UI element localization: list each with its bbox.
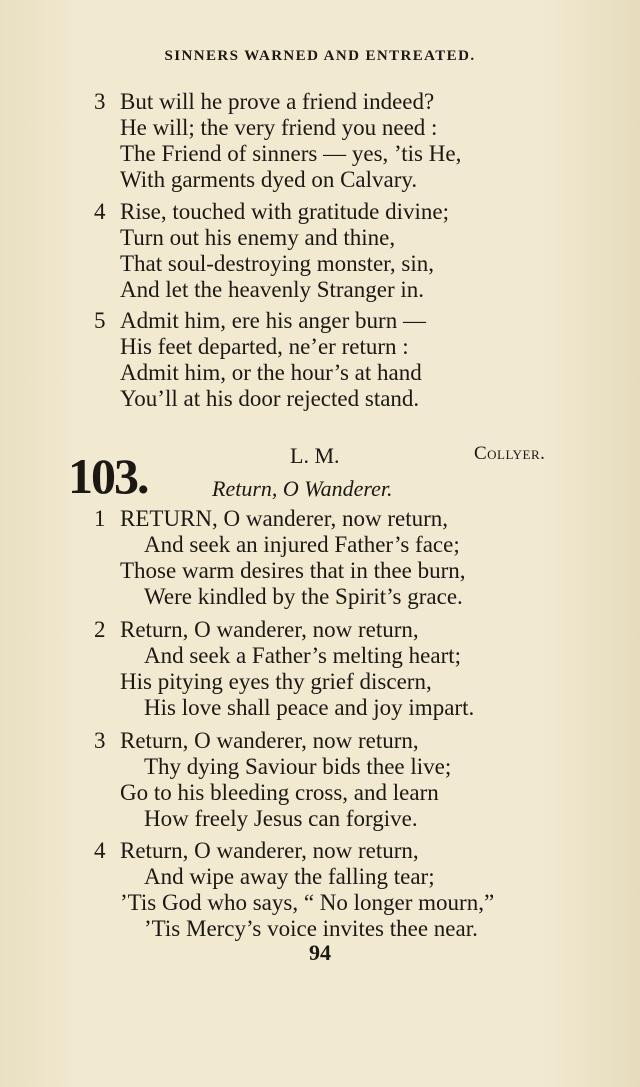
verse-line: Were kindled by the Spirit’s grace. (144, 584, 463, 609)
verse-line: And seek a Father’s melting heart; (144, 643, 462, 668)
verse-number: 3 (94, 89, 106, 114)
verse-line: ’Tis God who says, “ No longer mourn,” (120, 890, 495, 915)
verse-102-4 (94, 199, 449, 303)
page-number: 94 (309, 940, 331, 965)
running-head: SINNERS WARNED AND ENTREATED. (164, 48, 476, 64)
verse-number: 3 (94, 728, 106, 753)
verse-line: His love shall peace and joy impart. (144, 695, 475, 720)
verse-103-3 (94, 728, 451, 832)
verse-line: Return, O wanderer, now return, (120, 617, 419, 642)
verse-number: 4 (94, 838, 106, 863)
verse-line: With garments dyed on Calvary. (120, 167, 418, 192)
verse-line: How freely Jesus can forgive. (144, 806, 418, 831)
verse-number: 2 (94, 617, 106, 642)
verse-line: He will; the very friend you need : (120, 115, 438, 140)
verse-line: Turn out his enemy and thine, (120, 225, 396, 250)
verse-103-1 (94, 506, 466, 610)
verse-line: And seek an injured Father’s face; (144, 532, 460, 557)
verse-line: And let the heavenly Stranger in. (120, 277, 425, 302)
hymn-number: 103. (68, 448, 148, 504)
verse-number: 4 (94, 199, 106, 224)
verse-line: His pitying eyes thy grief discern, (120, 669, 432, 694)
verse-line: Return, O wanderer, now return, (120, 838, 419, 863)
hymn-subtitle: Return, O Wanderer. (212, 476, 393, 501)
verse-number: 5 (94, 308, 106, 333)
verse-line: Admit him, or the hour’s at hand (120, 360, 422, 385)
verse-line: Return, O wanderer, now return, (120, 728, 419, 753)
hymn-tune: Collyer. (474, 443, 546, 464)
verse-line: Those warm desires that in thee burn, (120, 558, 466, 583)
verse-line: And wipe away the falling tear; (144, 864, 435, 889)
verse-line: Thy dying Saviour bids thee live; (144, 754, 452, 779)
verse-102-3 (94, 89, 461, 193)
verse-103-2 (94, 617, 474, 721)
verse-line: His feet departed, ne’er return : (120, 334, 409, 359)
verse-line: ’Tis Mercy’s voice invites thee near. (144, 916, 478, 941)
verse-line: But will he prove a friend indeed? (120, 89, 435, 114)
verse-line: Rise, touched with gratitude divine; (120, 199, 449, 224)
verse-103-4 (94, 838, 494, 942)
verse-line: You’ll at his door rejected stand. (120, 386, 420, 411)
verse-number: 1 (94, 506, 106, 531)
verse-102-5 (94, 308, 426, 412)
verse-line: RETURN, O wanderer, now return, (120, 506, 449, 531)
verse-line: That soul-destroying monster, sin, (120, 251, 435, 276)
verse-line: Go to his bleeding cross, and learn (120, 780, 439, 805)
verse-line: The Friend of sinners — yes, ’tis He, (120, 141, 462, 166)
hymn-meter: L. M. (290, 443, 340, 468)
verse-line: Admit him, ere his anger burn — (120, 308, 426, 333)
